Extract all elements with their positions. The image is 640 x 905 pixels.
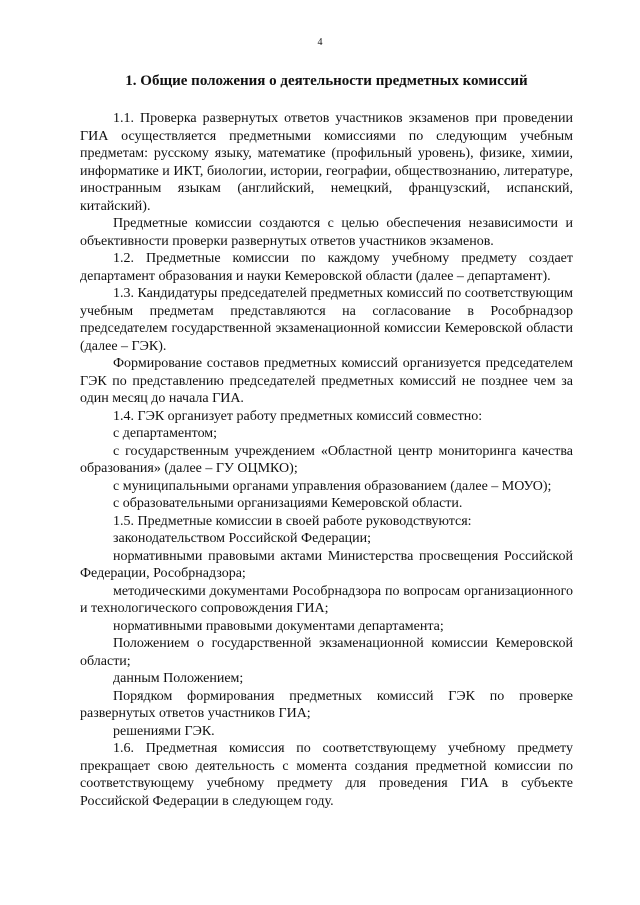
list-item-ministry-acts: нормативными правовыми актами Министерства просвещения Российской Федерации, Рособрнадзора; xyxy=(80,548,573,581)
list-item-methodical-docs: методическими документами Рособрнадзора по вопросам организационного и технологического сопровождения ГИА; xyxy=(80,583,573,616)
paragraph-1-5: 1.5. Предметные комиссии в своей работе руководствуются: xyxy=(113,513,472,529)
list-item-gu-ocmko: с государственным учреждением «Областной центр мониторинга качества образования» (далее – ГУ ОЦМКО); xyxy=(80,443,573,476)
paragraph-1-2: 1.2. Предметные комиссии по каждому учебному предмету создает департамент образования и науки Кемеровской области (далее – департамент). xyxy=(80,251,573,284)
paragraph-1-4: 1.4. ГЭК организует работу предметных комиссий совместно: xyxy=(113,408,483,424)
list-item-department-docs: нормативными правовыми документами департамента; xyxy=(113,618,444,634)
list-item-formation-procedure: Порядком формирования предметных комиссий ГЭК по проверке развернутых ответов участников ГИА; xyxy=(80,688,573,721)
paragraph-formation: Формирование составов предметных комиссий организуется председателем ГЭК по представлению председателей предметных комиссий не позднее чем за один месяц до начала ГИА. xyxy=(80,356,573,406)
list-item-department: с департаментом; xyxy=(113,426,218,441)
paragraph-1-1: 1.1. Проверка развернутых ответов участников экзаменов при проведении ГИА осуществляется предметными комиссиями по следующим учебным предметам: русскому языку, математике (профильный уровень), физике, химии, информатике и ИКТ, биологии, истории, географии, обществознанию, литературе, иностранным языкам (английский, немецкий, французский, испанский, китайский). xyxy=(80,111,573,214)
section-heading: 1. Общие положения о деятельности предметных комиссий xyxy=(125,73,528,89)
paragraph-1-3: 1.3. Кандидатуры председателей предметных комиссий по соответствующим учебным предметам представляются на согласование в Рособрнадзор председателем государственной экзаменационной комиссии Кемеровской области (далее – ГЭК). xyxy=(80,286,573,354)
list-item-this-regulation: данным Положением; xyxy=(113,671,244,686)
paragraph-purpose: Предметные комиссии создаются с целью обеспечения независимости и объективности проверки развернутых ответов участников экзаменов. xyxy=(80,216,573,249)
list-item-educational-orgs: с образовательными организациями Кемеровской области. xyxy=(113,496,463,511)
list-item-gek-regulation: Положением о государственной экзаменационной комиссии Кемеровской области; xyxy=(80,636,573,669)
list-item-mouo: с муниципальными органами управления образованием (далее – МОУО); xyxy=(113,478,552,494)
list-item-gek-decisions: решениями ГЭК. xyxy=(113,723,215,739)
document-body xyxy=(80,110,573,810)
list-item-legislation: законодательством Российской Федерации; xyxy=(113,531,372,546)
page-number: 4 xyxy=(317,37,323,48)
paragraph-1-6: 1.6. Предметная комиссия по соответствующему учебному предмету прекращает свою деятельность с момента создания предметной комиссии по соответствующему учебному предмету для проведения ГИА в субъекте Российской Федерации в следующем году. xyxy=(80,741,573,809)
